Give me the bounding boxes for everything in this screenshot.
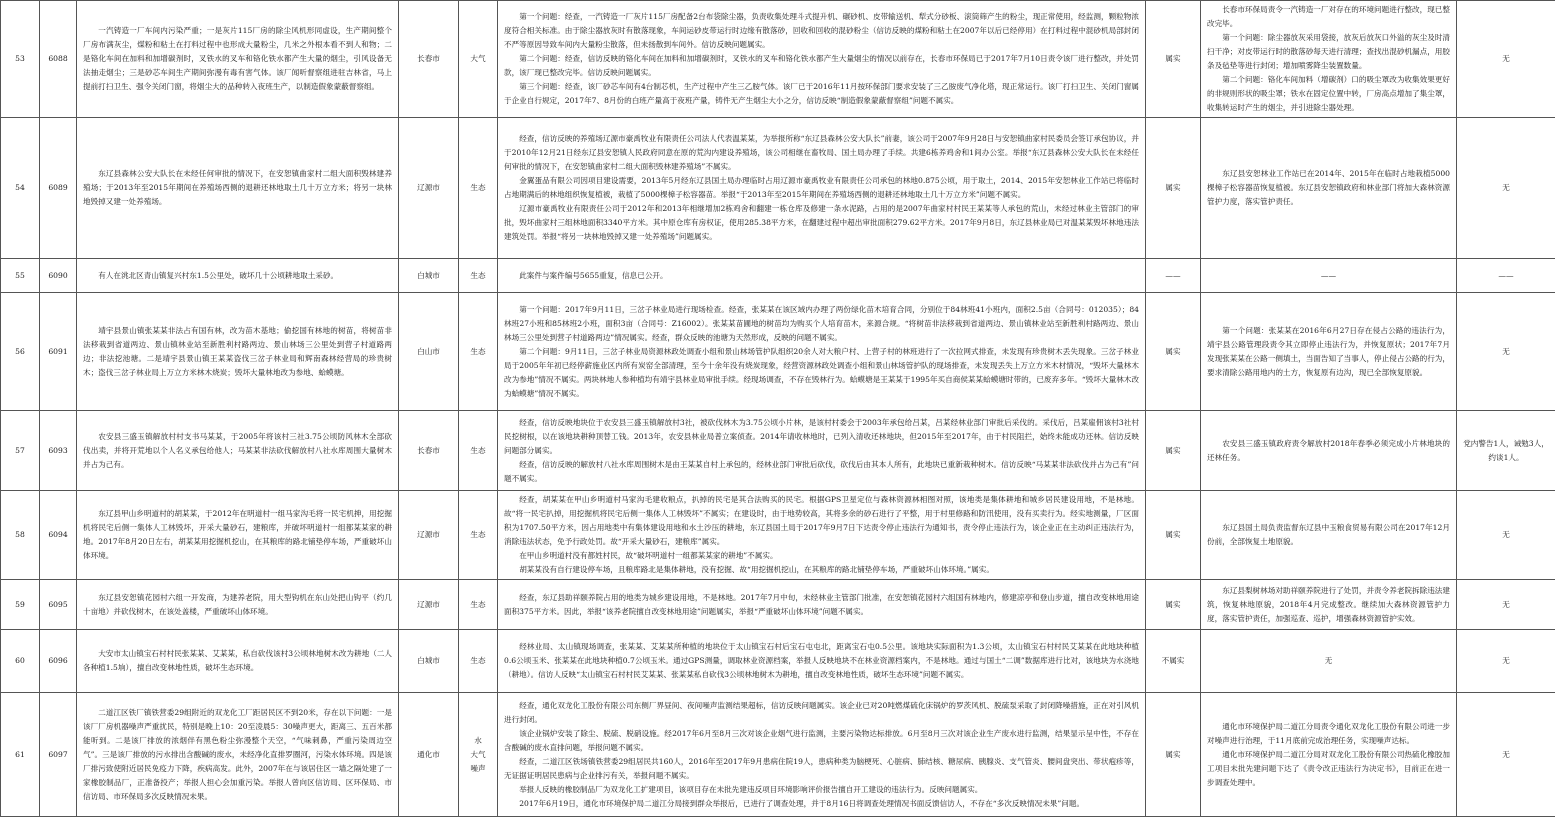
verdict: 属实 [1146,580,1201,630]
handling-paragraph: 通化市环境保护局二道江分局责令通化双龙化工股份有限公司进一步对噪声进行治理，于11月底前完成治理任务，实现噪声达标。 [1207,720,1450,748]
verification-text [498,293,1146,411]
verification-paragraph: 金翼蛋品有限公司因项目建设需要，2013年5月经东辽县国土局办理临时占用辽源市豪禹牧业有限责任公司承包的林地0.875公顷，用于取土，2014、2015年安恕林业工作站已将临时占地期满后的林地组织恢复植被，栽植了5000棵樟子松容器苗。举报“于2013年至2015年期间在养殖场西侧的退耕还林地取土几十万立方米”问题不属实。 [504,174,1139,202]
handling-text [1201,293,1457,411]
complaint-text [77,630,399,693]
table-row [1,1,1555,118]
verification-text [498,411,1146,491]
handling-paragraph: 东辽县安恕林业工作站已在2014年、2015年在临时占地栽植5000棵樟子松容器苗恢复植被。东辽县安恕镇政府和林业部门将加大森林资源管护力度，落实管护责任。 [1207,167,1450,209]
handling-paragraph: 无 [1207,654,1450,668]
case-number: 6095 [40,580,77,630]
row-index: 55 [1,259,40,293]
accountability: 无 [1457,491,1555,580]
verification-paragraph: 第一个问题：经查，一汽铸造一厂灰片115厂房配备2台布袋除尘器，负责收集处理斗式提升机、碾砂机、皮带输送机、犁式分砂板、滚筒筛产生的粉尘，现正常使用，经监测，颗粒物浓度符合相关标准。由于除尘器放灰时有散落现象，车间运砂皮带运行时边缘有散落砂，回收和回收的混砂粉尘（信访反映的煤粉和粘土在2007年以后已经停用）在打料过程中混砂机局部封闭不严等原因导致车间内大量粉尘散落，但未扬散到车间外。信访反映问题属实。 [504,10,1139,52]
complaint-text [77,580,399,630]
pollution-type: 生态 [459,580,498,630]
verification-paragraph: 经查，信访反映的养殖场辽源市豪禹牧业有限责任公司法人代表温某某，为举报所称“东辽县森林公安大队长”前妻，该公司于2007年9月28日与安恕镇曲家村民委员会签订承包协议，并于2010年12月21日经东辽县安恕镇人民政府同意在原的荒沟内建设养殖场，该公司相继在畜牧局、国土局办理了手续。共建6栋养鸡舍和1间办公室。举报“东辽县森林公安大队长在未经任何审批的情况下，在安恕镇曲家村二组大面积毁林建养殖场”不属实。 [504,132,1139,174]
handling-text [1201,118,1457,259]
verification-paragraph: 辽源市豪禹牧业有限责任公司于2012年和2013年相继增加2栋鸡舍和翻建一栋仓库及修建一条水泥路，占用的是2007年曲家村村民王某某等人承包的荒山，未经过林业主管部门的审批，毁坏曲家村三组林地面积3340平方米。其中原仓库有房权证，使用285.38平方米，在翻建过程中超出审批面积279.62平方米。2017年9月8日，东辽县林业局已对温某某毁坏林地违法建筑处罚。举报“将另一块林地毁掉又建一处养殖场”问题属实。 [504,202,1139,244]
table-row [1,259,1555,293]
table-body [1,1,1555,817]
row-index: 57 [1,411,40,491]
handling-paragraph: —— [1207,269,1450,283]
verdict: 属实 [1146,491,1201,580]
table-row [1,693,1555,817]
handling-text [1201,693,1457,817]
pollution-type: 生态 [459,491,498,580]
verification-text [498,1,1146,118]
pollution-type: 生态 [459,118,498,259]
case-number: 6089 [40,118,77,259]
complaint-paragraph: 靖宇县景山镇张某某非法占有国有林，改为苗木基地；偷挖国有林地的树苗，将树苗非法移栽到省道两边、景山镇林业站至新胜利村路两边、景山林场三公里处到营子村道路两边；非法挖池塘。二是靖宇县景山镇王某某盗伐三岔子林业局和辉南森林经营局的珍贵树木；盗伐三岔子林业局上万立方米林木烧炭；毁坏大量林地改为参地、蛤蟆塘。 [83,324,392,380]
verification-paragraph: 经查，通化双龙化工股份有限公司东侧厂界昼间、夜间噪声监测结果超标，信访反映问题属实。该企业已对20吨燃煤硫化床锅炉的罗茨风机、脱硫泵采取了封闭降噪措施，正在对引风机进行封闭。 [504,699,1139,727]
pollution-type: 大气 [459,1,498,118]
city-name: 白山市 [399,293,459,411]
case-number: 6094 [40,491,77,580]
verification-paragraph: 经查，二道江区铁场镇铁营委29组居民共160人，2016年至2017年9月患病住院19人，患病种类为脑梗死、心脏病、肺结核、糖尿病、胰腺炎、支气管炎、腰间盘突出、带状疱疹等，无证据证明居民患病与企业排污有关，举报问题不属实。 [504,755,1139,783]
verification-paragraph: 胡某某没有自行建设停车场，且粮库路北是集体耕地，没有挖掘、故“用挖掘机挖山，在其粮库的路北铺垫停车场，严重破坏山体环境。”属实。 [504,563,1139,577]
accountability: —— [1457,259,1555,293]
verdict: 属实 [1146,1,1201,118]
case-number: 6091 [40,293,77,411]
accountability: 无 [1457,630,1555,693]
accountability: 无 [1457,293,1555,411]
handling-text [1201,580,1457,630]
complaint-paragraph: 东辽县森林公安大队长在未经任何审批的情况下，在安恕镇曲家村二组大面积毁林建养殖场；于2013年至2015年期间在养殖场西侧的退耕还林地取土几十万立方米；将另一块林地毁掉又建一处养殖场。 [83,167,392,209]
row-index: 58 [1,491,40,580]
handling-paragraph: 第一个问题：张某某在2016年6月27日存在侵占公路的违法行为，靖宇县公路管理段责令其立即停止违法行为，并恢复原状；2017年7月发现张某某在公路一侧填土，当面告知了当事人，停止侵占公路的行为，要求清除公路用地内的土方，恢复原有边沟，现已全部恢复原貌。 [1207,324,1450,380]
table-row [1,293,1555,411]
verdict: 属实 [1146,411,1201,491]
verification-text [498,259,1146,293]
handling-paragraph: 通化市环境保护局二道江分局对双龙化工股份有限公司热硫化橡胶加工项目未批先建问题下达了《责令改正违法行为决定书》，目前正在进一步调查处理中。 [1207,748,1450,790]
handling-text [1201,491,1457,580]
table-row [1,411,1555,491]
pollution-type: 水 大气 噪声 [459,693,498,817]
city-name: 辽源市 [399,580,459,630]
handling-paragraph: 东辽县国土局负责监督东辽县中玉粮食贸易有限公司在2017年12月份前，全部恢复土地原貌。 [1207,521,1450,549]
verdict: 属实 [1146,118,1201,259]
city-name: 辽源市 [399,118,459,259]
city-name: 白城市 [399,259,459,293]
accountability: 无 [1457,1,1555,118]
table-row [1,491,1555,580]
handling-text [1201,411,1457,491]
accountability: 党内警告1人，诫勉3人，约谈1人。 [1457,411,1555,491]
case-number: 6093 [40,411,77,491]
table-row [1,630,1555,693]
city-name: 长春市 [399,1,459,118]
accountability: 无 [1457,693,1555,817]
verification-paragraph: 在甲山乡明道村没有都姓村民，故“破坏明道村一组都某某家的耕地”不属实。 [504,549,1139,563]
row-index: 60 [1,630,40,693]
complaint-text [77,693,399,817]
verification-paragraph: 经查，东辽县助祥颐养院占用的地类为城乡建设用地，不是林地。2017年7月中旬，未经林业主管部门批准，在安恕镇花园村六组国有林地内，修建凉亭和登山步道，擅自改变林地用途面积375平方米。因此，举报“该养老院擅自改变林地用途”问题属实，举报“严重破坏山体环境”问题不属实。 [504,591,1139,619]
verification-paragraph: 举报人反映的橡胶制品厂为双龙化工扩建项目，该项目存在未批先建违反项目环境影响评价报告擅自开工建设的违法行为。反映问题属实。 [504,783,1139,797]
verification-paragraph: 第三个问题：经查，该厂砂芯车间有4台制芯机，生产过程中产生三乙胺气体。该厂已于2016年11月按环保部门要求安装了三乙胺废气净化塔，现正常运行。该厂打扫卫生、关闭门窗属于企业自行规定，2017年7、8月份的白班产量高于夜班产量，铸件无产生烟尘大小之分，信访反映“制造假象蒙蔽督察组”问题不属实。 [504,80,1139,108]
verification-text [498,693,1146,817]
table-row [1,118,1555,259]
complaint-paragraph: 大安市太山镇宝石村村民张某某、艾某某，私自砍伐该村3公顷林地树木改为耕地（二人各种植1.5垧），擅自改变林地性质，破坏生态环境。 [83,647,392,675]
complaint-text [77,259,399,293]
case-number: 6088 [40,1,77,118]
handling-text [1201,630,1457,693]
verification-paragraph: 经查，信访反映的解放村八社水库周围树木是由王某某自村上承包的，经林业部门审批后砍伐，砍伐后由其本人所有，此地块已重新栽种树木。信访反映“马某某非法砍伐并占为己有”问题不属实。 [504,458,1139,486]
verification-paragraph: 2017年6月19日，通化市环境保护局二道江分局接到群众举报后，已进行了调查处理，并于8月16日将调查处理情况书面反馈信访人，不存在“多次反映情况未果”问题。 [504,797,1139,811]
verdict: 属实 [1146,693,1201,817]
verification-paragraph: 经查，信访反映地块位于农安县三盛玉镇解放村3社，被砍伐林木为3.75公顷小片林，是该村村委会于2003年承包给吕某，吕某经林业部门审批后采伐的。采伐后，吕某雇佣该村3社村民挖树根，以在该地块耕种顶替工钱。2013年，农安县林业局普立案侦查。2014年请收林地时，已列入清收还林地块，但2015年至2017年，由于村民阻拦，始终未能成功还林。信访反映问题部分属实。 [504,416,1139,458]
complaint-paragraph: 二道江区铁厂镇铁营委29组附近的双龙化工厂距居民区不到20米，存在以下问题：一是该厂厂房机器噪声严重扰民，特别是晚上10：20至凌晨5：30噪声更大，距离三、五百米都能听到。二是该厂排放的浓烟伴有黑色粉尘弥漫整个天空，“气味刺鼻，严重污染周边空气”。三是该厂排放的污水排出含酸碱的废水，未经净化直排罗圈河，污染水体环境。四是该厂排污致使附近居民免疫力下降，疾病高发。此外，2007年在与该居住区一墙之隔处建了一家橡胶制品厂，正准备投产；举报人担心会加重污染。举报人曾向区信访局、区环保局、市信访局、市环保局多次反映情况未果。 [83,706,392,804]
complaint-text [77,491,399,580]
handling-text [1201,259,1457,293]
row-index: 59 [1,580,40,630]
verdict: —— [1146,259,1201,293]
verification-text [498,580,1146,630]
complaint-paragraph: 东辽县甲山乡明道村的胡某某，于2012年在明道村一组马家沟毛将一民宅机抻，用挖掘机将民宅后侧一集体人工林毁坏，开采大量砂石，建粮库，并破坏明道村一组都某某家的耕地。2017年8月20日左右，胡某某用挖掘机挖山，在其粮库的路北铺垫停车场，严重破坏山体环境。 [83,507,392,563]
verification-paragraph: 此案件与案件编号5655重复，信息已公开。 [504,269,1139,283]
table-row [1,580,1555,630]
verification-paragraph: 经林业局、太山镇现场调查，张某某、艾某某所种植的地块位于太山镇宝石村后宝石屯屯北，距离宝石屯0.5公里。该地块实际面积为1.3公顷，太山镇宝石村村民艾某某在此地块种植0.6公顷玉米、张某某在此地块种植0.7公顷玉米。通过GPS测量，调取林业资源档案，举报人反映地块不在林业资源档案内，不是林地。通过与国土“二调”数据库进行比对，该地块为水浇地（耕地）。信访人反映“太山镇宝石村村民艾某某、张某某私自砍伐3公顷林地树木为耕地，擅自改变林地性质，破坏生态环境”问题不属实。 [504,640,1139,682]
pollution-type: 生态 [459,630,498,693]
verification-paragraph: 第二个问题：9月11日，三岔子林业局资源林政处调查小组和景山林场管护队组织20余人对大粮户村、上营子村的林班进行了一次拉网式排查，未发现有珍贵树木丢失现象。三岔子林业局于2005年年初已经停薪施业区内所有炭窑全部清理，至今十余年没有烧炭现象，经营资源林政处调查小组和景山林场管护队的现场排查，未发现丢失上万立方米木材情况，“毁坏大量林木改为参地”情况不属实。两块林地人参种植均有靖宇县林业局审批手续。经现场调查，不存在毁林行为。蛤蟆塘是王某某于1995年买自商侯某某蛤蟆塘时带的，已废弃多年。“毁坏大量林木改为蛤蟆塘”情况不属实。 [504,345,1139,401]
city-name: 辽源市 [399,491,459,580]
complaint-text [77,1,399,118]
row-index: 56 [1,293,40,411]
case-number: 6090 [40,259,77,293]
accountability: 无 [1457,580,1555,630]
verification-paragraph: 第二个问题：经查，信访反映的铬化车间在加料和加增碳剂时，叉铁水的叉车和铬化铁水都产生大量烟尘的情况以前存在，长春市环保局已于2017年7月10日责令该厂进行整改，并处罚款，该厂现已整改完毕。信访反映问题属实。 [504,52,1139,80]
complaint-text [77,293,399,411]
verdict: 属实 [1146,293,1201,411]
handling-paragraph: 长春市环保局责令一汽铸造一厂对存在的环境问题进行整改，现已整改完毕。 [1207,3,1450,31]
complaint-text [77,411,399,491]
case-number: 6097 [40,693,77,817]
complaint-paragraph: 有人在洮北区青山镇复兴村东1.5公里处，破坏几十公顷耕地取土采砂。 [83,269,392,283]
complaint-paragraph: 东辽县安恕镇花园村六组一开发商，为建养老院，用大型钩机在东山处把山钩平（约几十亩地）并砍伐树木，在该处盖楼，严重破坏山体环境。 [83,591,392,619]
city-name: 长春市 [399,411,459,491]
complaint-paragraph: 一汽铸造一厂车间内污染严重；一是灰片115厂房的除尘风机形同虚设，生产期间整个厂房布满灰尘，煤粉和粘土在打料过程中也形成大量粉尘，几米之外根本看不到人和物；二是铬化车间在加料和加增碳剂时，叉铁水的叉车和铬化铁水都产生大量的烟尘，引风设备无法抽走烟尘；三是砂芯车间生产期间弥漫有毒有害气体。该厂闻听督察组进驻吉林省，马上提前打扫卫生、强令关闭门窗，将烟尘大的品种转入夜班生产，以制造假象蒙蔽督察组。 [83,24,392,94]
handling-text [1201,1,1457,118]
handling-paragraph: 东辽县梨树林场对助祥颐养院进行了处罚，并责令养老院拆除违法建筑，恢复林地原貌，2018年4月完成整改。继续加大森林资源管护力度，落实管护责任，加强巡查、巡护，增强森林资源管护实效。 [1207,584,1450,626]
pollution-type: 生态 [459,411,498,491]
verification-text [498,118,1146,259]
row-index: 53 [1,1,40,118]
handling-paragraph: 第一个问题：除尘器放灰采用袋接，放灰后放灰口外溢的灰尘及时清扫干净；对皮带运行时的散落砂每天进行清理；查找出混砂机漏点，用胶条及毡垫等进行封闭；增加喷雾降尘装置数量。 [1207,31,1450,73]
verification-text [498,630,1146,693]
pollution-type: 生态 [459,293,498,411]
city-name: 通化市 [399,693,459,817]
row-index: 61 [1,693,40,817]
verification-paragraph: 该企业锅炉安装了除尘、脱硫、脱硝设施。经2017年6月至8月三次对该企业烟气进行监测，主要污染物达标排放。6月至8月三次对该企业生产废水进行监测，结果显示呈中性，不存在含酸碱的废水直排问题，举报问题不属实。 [504,727,1139,755]
row-index: 54 [1,118,40,259]
verification-paragraph: 经查，胡某某在甲山乡明道村马家沟毛建收粮点，扒掉的民宅是其合法购买的民宅。根据GPS卫星定位与森林资源林相图对照，该地类是集体耕地和城乡居民建设用地，不是林地。故“将一民宅扒掉，用挖掘机将民宅后侧一集体人工林毁坏”不属实；在建设时，由于地势较高，其将多余的砂石进行了平整，用于村里修路和防汛使用，没有买卖行为。经实地测量，厂区面积为1707.50平方米，因占用地类中有集体建设用地和水土沙压的耕地，东辽县国土局于2017年9月7日下达责令停止违法行为通知书，责令停止违法行为，该企业正在主动纠正违法行为，消除违法状态，免予行政处罚。故“开采大量砂石，建粮库”属实。 [504,493,1139,549]
accountability: 无 [1457,118,1555,259]
handling-paragraph: 第二个问题：铬化车间加料（增碳剂）口的吸尘罩改为收集效果更好的非规则形状的吸尘罩；铁水在固定位置中转，厂房高点增加了集尘罩，收集转运时产生的烟尘，并引进除尘器处理。 [1207,73,1450,115]
handling-paragraph: 农安县三盛玉镇政府责令解放村2018年春季必须完成小片林地块的还林任务。 [1207,437,1450,465]
pollution-type: 生态 [459,259,498,293]
case-number: 6096 [40,630,77,693]
verification-paragraph: 第一个问题：2017年9月11日，三岔子林业局进行现场检查。经查，张某某在该区域内办理了两份绿化苗木培育合同，分别位于84林班41小班内，面积2.5亩（合同号：012035）；84林班27小班和85林班2小班，面积3亩（合同号：Z16002）。张某某苗圃地的树苗均为购买个人培育苗木，来源合规。“将树苗非法移栽到省道两边、景山镇林业站至新胜利村路两边、景山林场三公里处到营子村道路两边”情况属实。经查，群众反映的池塘为天然形成，反映的问题不属实。 [504,303,1139,345]
verification-text [498,491,1146,580]
city-name: 白城市 [399,630,459,693]
verdict: 不属实 [1146,630,1201,693]
complaint-paragraph: 农安县三盛玉镇解放村村支书马某某，于2005年将该村三社3.75公顷防风林木全部砍伐出卖，并将开荒地以个人名义承包给他人；马某某非法砍伐解放村八社水库周围大量树木并占为己有。 [83,430,392,472]
complaint-text [77,118,399,259]
